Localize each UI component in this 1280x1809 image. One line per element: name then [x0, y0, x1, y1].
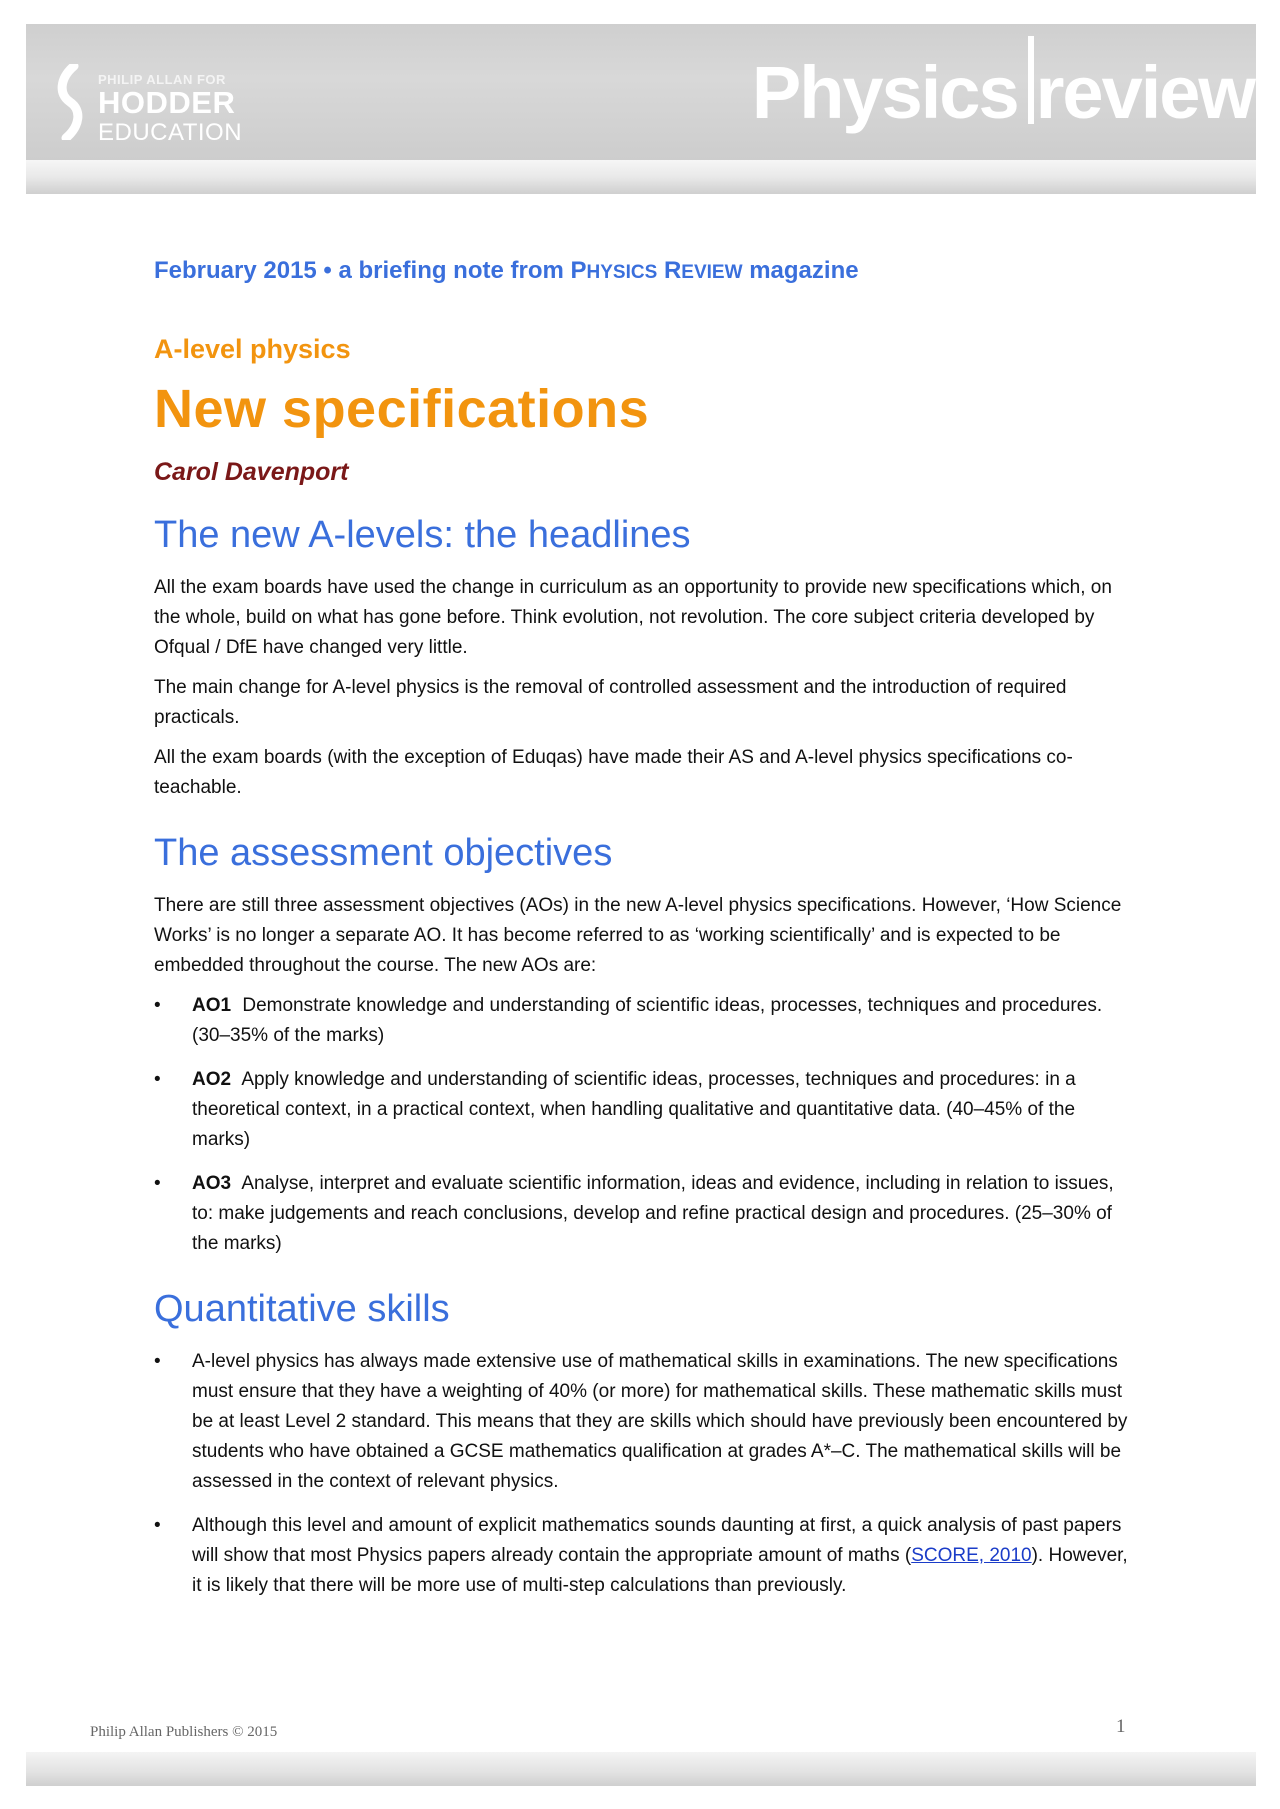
ao-code: AO2 — [192, 1069, 232, 1090]
article-title: New specifications — [154, 379, 650, 439]
page-number: 1 — [1116, 1716, 1126, 1737]
mag-r: R — [663, 257, 682, 284]
list-item — [154, 1347, 1134, 1497]
bullet: • — [154, 1351, 161, 1372]
score-reference-link[interactable]: SCORE, 2010 — [911, 1545, 1032, 1566]
bullet-text-start: Although this level and amount of explicit mathematics sounds daunting at first, a quick analysis of past papers will show that most Physics papers already contain the appropriate amount of maths ( — [192, 1515, 1122, 1566]
briefing-prefix: February 2015 • a briefing note from — [154, 257, 571, 284]
publisher-division: EDUCATION — [98, 119, 243, 146]
header-strip — [26, 160, 1256, 194]
list-item — [154, 1169, 1134, 1259]
article-kicker: A-level physics — [154, 334, 351, 364]
magazine-brand — [752, 36, 1254, 148]
mag-p: P — [570, 257, 587, 284]
mag-hysics: HYSICS — [586, 262, 658, 283]
paragraph: The main change for A-level physics is the removal of controlled assessment and the introduction of required practicals. — [154, 677, 1067, 728]
briefing-line — [154, 255, 1134, 289]
ao-text: Analyse, interpret and evaluate scientific information, ideas and evidence, including in relation to issues, to: make judgements and reach conclusions, develop and refine practical design and procedures. (25–30% of the marks) — [192, 1173, 1114, 1254]
footer-strip — [26, 1752, 1256, 1786]
ao-text: Apply knowledge and understanding of scientific ideas, processes, techniques and procedures: in a theoretical context, in a practical context, when handling qualitative and quantitative data. (40–45% of the marks) — [192, 1069, 1076, 1150]
bullet: • — [154, 1173, 161, 1194]
paragraph: All the exam boards have used the change in curriculum as an opportunity to provide new specifications which, on the whole, build on what has gone before. Think evolution, not revolution. The core subject criteria developed by Ofqual / DfE have changed very little. — [154, 577, 1112, 658]
section-heading-quantitative: Quantitative skills — [154, 1288, 450, 1330]
magazine-name — [571, 257, 743, 284]
paragraph: There are still three assessment objectives (AOs) in the new A-level physics specifications. However, ‘How Science Works’ is no longer a separate AO. It has become referred to as ‘working scientifically’ and is expected to be embedded throughout the course. The new AOs are: — [154, 895, 1122, 976]
ao-text: Demonstrate knowledge and understanding of scientific ideas, processes, techniques and procedures. (30–35% of the marks) — [192, 995, 1103, 1046]
article-author: Carol Davenport — [154, 458, 349, 486]
bullet-text: A-level physics has always made extensive use of mathematical skills in examinations. The new specifications must ensure that they have a weighting of 40% (or more) for mathematical skills. These mathematic skills must be at least Level 2 standard. This means that they are skills which should have previously been encountered by students who have obtained a GCSE mathematics qualification at grades A*–C. The mathematical skills will be assessed in the context of relevant physics. — [192, 1351, 1128, 1492]
ao-code: AO1 — [192, 995, 232, 1016]
mag-eview: EVIEW — [681, 262, 743, 283]
bullet-text-end: ). However, it is likely that there will be more use of multi-step calculations than previously. — [192, 1545, 1128, 1596]
hodder-logo-icon — [54, 64, 88, 140]
header-banner — [26, 24, 1256, 160]
briefing-suffix: magazine — [742, 257, 859, 284]
list-item — [154, 1065, 1134, 1155]
objectives-list — [154, 991, 1134, 1259]
brand-physics: Physics — [751, 51, 1018, 134]
bullet: • — [154, 1515, 161, 1536]
section-heading-objectives: The assessment objectives — [154, 832, 613, 874]
footer-copyright: Philip Allan Publishers © 2015 — [90, 1724, 278, 1740]
ao-code: AO3 — [192, 1173, 232, 1194]
bullet: • — [154, 995, 161, 1016]
list-item — [154, 1511, 1134, 1601]
document-body — [154, 255, 1134, 1601]
list-item — [154, 991, 1134, 1051]
paragraph: All the exam boards (with the exception of Eduqas) have made their AS and A-level physics specifications co-teachable. — [154, 747, 1073, 798]
section-heading-headlines: The new A-levels: the headlines — [154, 514, 691, 556]
quantitative-list — [154, 1347, 1134, 1601]
publisher-small-text: PHILIP ALLAN FOR — [98, 72, 226, 87]
publisher-name: HODDER — [98, 85, 236, 120]
bullet: • — [154, 1069, 161, 1090]
brand-review: review — [1035, 51, 1254, 134]
brand-divider — [1028, 36, 1034, 124]
